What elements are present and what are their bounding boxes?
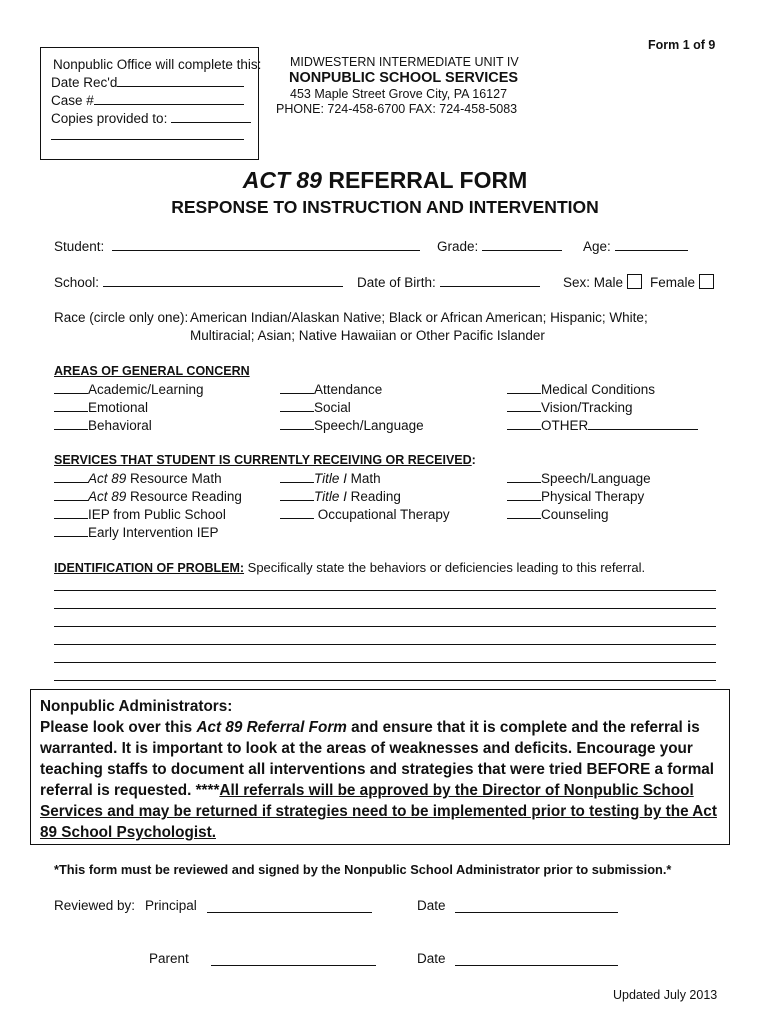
student-field[interactable] (54, 238, 420, 254)
form-title-rest: REFERRAL FORM (321, 167, 528, 193)
concern-blank (280, 399, 314, 412)
problem-instruction: Specifically state the behaviors or deficiencies leading to this referral. (244, 560, 646, 575)
concern-label: Social (314, 400, 351, 415)
concern-blank (507, 381, 541, 394)
service-label: Occupational Therapy (314, 507, 450, 522)
service-blank (54, 488, 88, 501)
service-label: IEP from Public School (88, 507, 226, 522)
age-line (615, 238, 688, 251)
concern-blank (280, 381, 314, 394)
problem-line[interactable] (54, 680, 716, 681)
concern-label: Emotional (88, 400, 149, 415)
office-box-title: Nonpublic Office will complete this: (53, 57, 262, 72)
services-heading-text: SERVICES THAT STUDENT IS CURRENTLY RECEIVING OR RECEIVED (54, 453, 472, 467)
school-line (103, 274, 343, 287)
principal-signature-line[interactable] (207, 912, 372, 913)
case-number-label: Case # (51, 93, 94, 108)
problem-line[interactable] (54, 626, 716, 627)
concern-label: Medical Conditions (541, 382, 656, 397)
org-address: 453 Maple Street Grove City, PA 16127 (290, 87, 508, 101)
dob-line (440, 274, 540, 287)
race-options-line2[interactable]: Multiracial; Asian; Native Hawaiian or Other Pacific Islander (190, 328, 545, 343)
service-blank (54, 524, 88, 537)
service-item[interactable] (280, 470, 381, 486)
student-label: Student: (54, 239, 105, 254)
service-label: Speech/Language (541, 471, 651, 486)
service-item[interactable] (54, 506, 226, 522)
org-line: MIDWESTERN INTERMEDIATE UNIT IV (290, 55, 519, 69)
date-received-line (117, 74, 244, 87)
concern-item[interactable] (507, 399, 633, 415)
sex-female-checkbox[interactable] (699, 274, 714, 289)
service-label: Physical Therapy (541, 489, 645, 504)
copies-provided-label: Copies provided to: (51, 111, 168, 126)
concern-item[interactable] (54, 417, 152, 433)
concern-blank (54, 381, 88, 394)
concern-blank (507, 399, 541, 412)
problem-line[interactable] (54, 608, 716, 609)
dob-label: Date of Birth: (357, 275, 436, 290)
updated-date: Updated July 2013 (613, 988, 718, 1002)
service-item[interactable] (54, 524, 219, 540)
concern-label: Attendance (314, 382, 383, 397)
copies-extra-line (51, 139, 244, 140)
service-blank (280, 488, 314, 501)
concern-label: OTHER (541, 418, 589, 433)
service-label: Resource Math (126, 471, 222, 486)
service-act89: Act 89 (88, 489, 127, 504)
administrator-notice-box (30, 689, 730, 845)
service-item[interactable] (280, 488, 401, 504)
concern-blank (54, 399, 88, 412)
org-phone-fax: PHONE: 724-458-6700 FAX: 724-458-5083 (276, 102, 518, 116)
other-specify-line (588, 417, 698, 430)
student-line (112, 238, 420, 251)
concerns-heading: AREAS OF GENERAL CONCERN (54, 364, 250, 378)
concern-item[interactable] (54, 381, 204, 397)
concern-label: Behavioral (88, 418, 152, 433)
sex-male-option[interactable] (563, 274, 642, 290)
sex-male-label: Sex: Male (563, 275, 624, 290)
race-options-line1[interactable]: American Indian/Alaskan Native; Black or African American; Hispanic; White; (190, 310, 648, 325)
race-label: Race (circle only one): (54, 310, 189, 325)
concern-blank (507, 417, 541, 430)
concern-item[interactable] (280, 381, 382, 397)
case-number-line (94, 92, 244, 105)
case-number-field[interactable] (51, 92, 244, 108)
concern-label: Speech/Language (314, 418, 424, 433)
service-blank (54, 506, 88, 519)
sex-female-label: Female (650, 275, 696, 290)
dob-field[interactable] (357, 274, 540, 290)
principal-date-label: Date (417, 898, 446, 913)
notice-body (40, 717, 720, 843)
principal-date-line[interactable] (455, 912, 618, 913)
sex-female-option[interactable] (650, 274, 714, 290)
services-heading (54, 453, 476, 467)
service-label: Math (346, 471, 381, 486)
grade-line (482, 238, 562, 251)
age-label: Age: (583, 239, 611, 254)
submission-note: *This form must be reviewed and signed by the Nonpublic School Administrator prior to submission.* (54, 862, 672, 877)
concern-label: Academic/Learning (88, 382, 204, 397)
concern-blank (54, 417, 88, 430)
service-item[interactable] (507, 488, 644, 504)
service-item[interactable] (280, 506, 450, 522)
form-number: Form 1 of 9 (648, 38, 716, 52)
sex-male-checkbox[interactable] (627, 274, 642, 289)
principal-label: Principal (145, 898, 197, 913)
service-label: Resource Reading (126, 489, 242, 504)
service-label: Early Intervention IEP (88, 525, 219, 540)
parent-date-line[interactable] (455, 965, 618, 966)
problem-heading (54, 560, 645, 575)
problem-heading-label: IDENTIFICATION OF PROBLEM: (54, 561, 245, 575)
notice-form-name: Act 89 Referral Form (196, 719, 347, 736)
notice-text-b: and ensure that it is complete and the referral is warranted. It is important to look at the areas of weaknesses and deficits. Encourage your teaching staffs to document all interventions and strategies that were tried BEFORE a formal referral is requested. **** (40, 719, 715, 799)
notice-text-a: Please look over this (40, 719, 197, 736)
service-blank (280, 470, 314, 483)
org-name: NONPUBLIC SCHOOL SERVICES (289, 70, 519, 86)
service-title1: Title I (314, 489, 347, 504)
problem-line[interactable] (54, 590, 716, 591)
service-item[interactable] (54, 470, 222, 486)
office-use-box (40, 47, 262, 160)
copies-provided-line (171, 110, 251, 123)
service-label: Reading (346, 489, 401, 504)
service-item[interactable] (54, 488, 242, 504)
age-field[interactable] (583, 238, 688, 254)
copies-provided-field[interactable] (51, 110, 251, 126)
concern-item[interactable] (507, 381, 655, 397)
form-title-act: ACT 89 (242, 167, 322, 193)
problem-line[interactable] (54, 644, 716, 645)
school-label: School: (54, 275, 100, 290)
concern-label: Vision/Tracking (541, 400, 633, 415)
date-received-field[interactable] (51, 74, 244, 90)
concern-item[interactable] (280, 399, 351, 415)
parent-date-label: Date (417, 951, 446, 966)
notice-approval-text: All referrals will be approved by the Director of Nonpublic School Services and may be returned if strategies need to be implemented prior to testing by the Act 89 School Psychologist. (40, 782, 717, 841)
service-item[interactable] (507, 470, 651, 486)
service-title1: Title I (314, 471, 347, 486)
concern-item-other[interactable] (507, 417, 698, 433)
service-blank (507, 506, 541, 519)
school-field[interactable] (54, 274, 343, 290)
concern-item[interactable] (54, 399, 148, 415)
date-received-label: Date Rec'd (51, 75, 118, 90)
parent-signature-line[interactable] (211, 965, 376, 966)
notice-heading: Nonpublic Administrators: (40, 698, 233, 715)
grade-field[interactable] (437, 238, 562, 254)
concern-blank (280, 417, 314, 430)
services-heading-colon: : (471, 453, 476, 467)
service-item[interactable] (507, 506, 609, 522)
service-blank (54, 470, 88, 483)
form-subtitle: RESPONSE TO INSTRUCTION AND INTERVENTION (171, 197, 599, 217)
reviewed-by-label: Reviewed by: (54, 898, 136, 913)
parent-label: Parent (149, 951, 189, 966)
service-blank (280, 506, 314, 519)
grade-label: Grade: (437, 239, 479, 254)
problem-line[interactable] (54, 662, 716, 663)
service-act89: Act 89 (88, 471, 127, 486)
service-blank (507, 470, 541, 483)
service-label: Counseling (541, 507, 609, 522)
concern-item[interactable] (280, 417, 424, 433)
service-blank (507, 488, 541, 501)
form-title (0, 167, 770, 194)
